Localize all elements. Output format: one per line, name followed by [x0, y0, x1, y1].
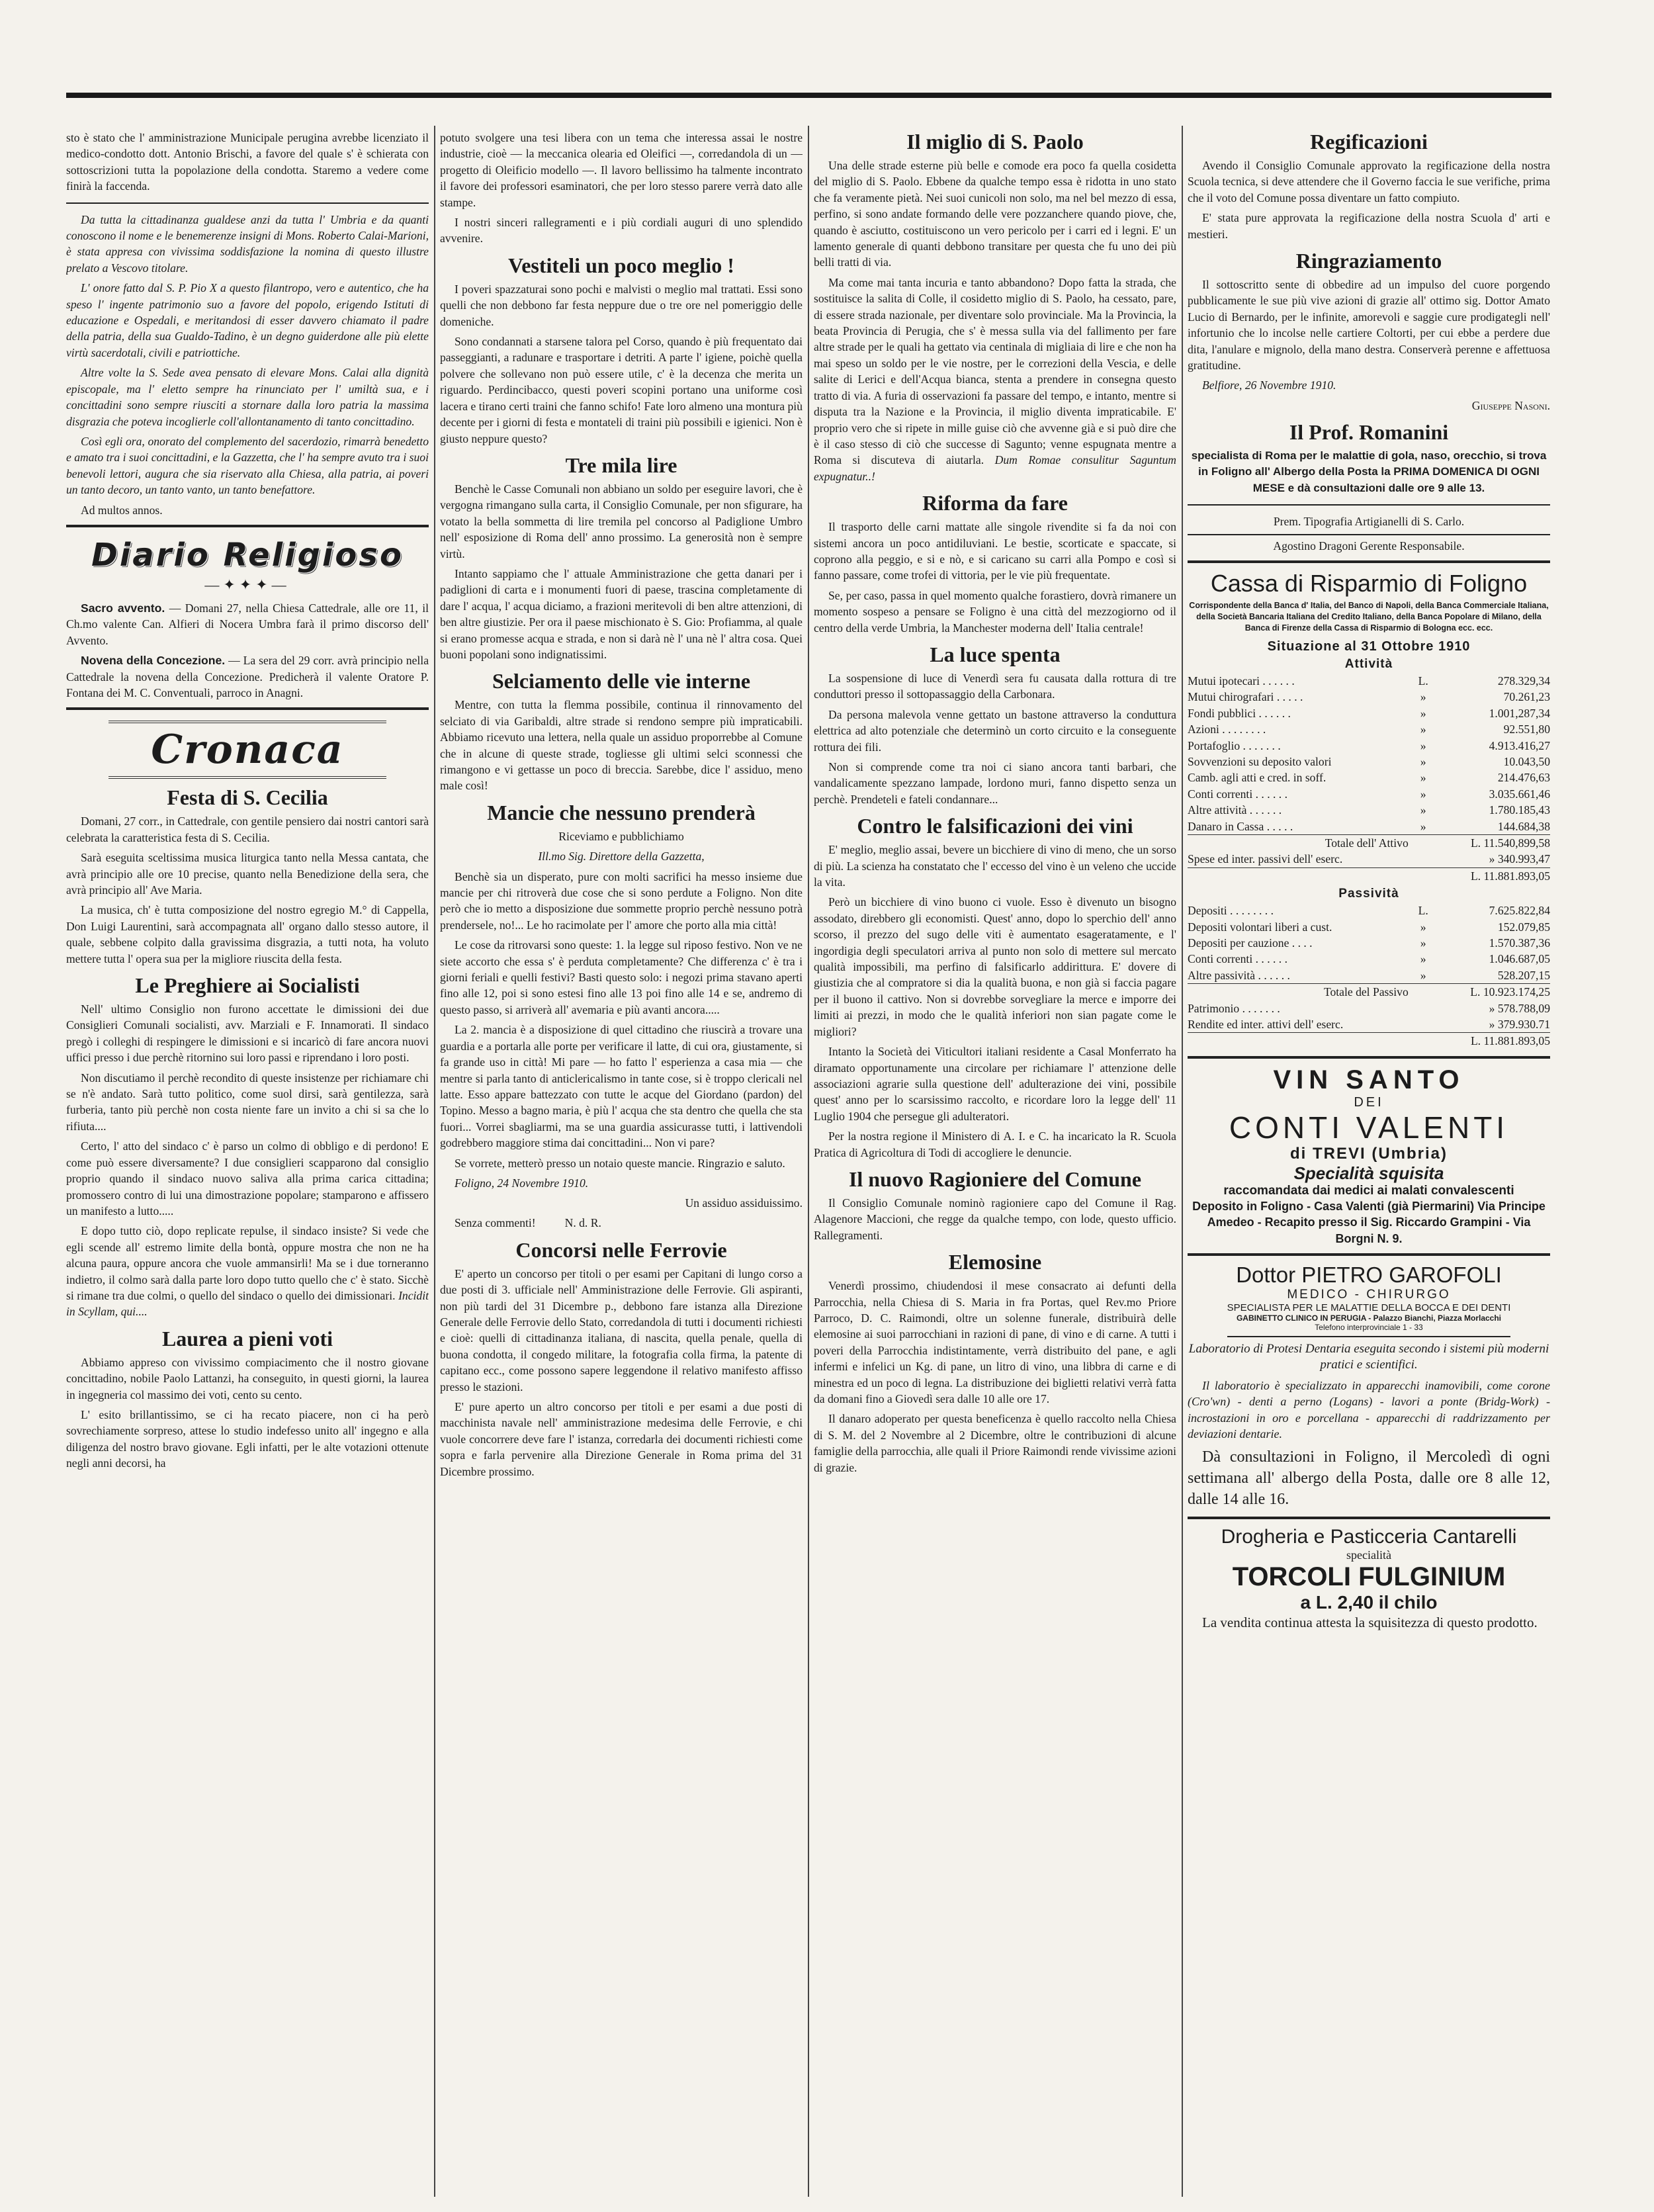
garofoli-title: Dottor PIETRO GAROFOLI	[1236, 1262, 1502, 1288]
article-paragraph: Sono condannati a starsene talora pel Corso, quando è più frequentato dai passeggianti, a radunare e trasportare i detriti. A parte l' igiene, poichè quella polvere che sollevano non può essere utile, c' è la decenza che merita un riguardo. Perdincibacco, questi poveri scopini portano una uniforme così lacera e tirano certi traini che fanno schifo! Fate loro almeno una montura più decente per i giorni di festa e montateli di traini più possibili e igienici. Non è giusto neppure questo?	[440, 335, 803, 445]
drogheria-price: a L. 2,40 il chilo	[1300, 1591, 1438, 1613]
drogheria-text: La vendita continua attesta la squisitezza di questo prodotto.	[1202, 1614, 1538, 1630]
divider	[1188, 560, 1550, 563]
garofoli-specialty: SPECIALISTA PER LE MALATTIE DELLA BOCCA E DEI DENTI	[1227, 1302, 1511, 1314]
article-paragraph: Sarà eseguita sceltissima musica liturgica tanto nella Messa cantata, che avrà principio alle ore 10 precise, quanto nella Benedizione della sera, che avrà principio all' Ave Maria.	[66, 851, 429, 897]
passivita-totals	[1188, 983, 1550, 1049]
row-label: Sovvenzioni su deposito valori	[1188, 754, 1332, 768]
totale-passivo-label: Totale del Passivo	[1188, 984, 1413, 1000]
section-title-concorsi: Concorsi nelle Ferrovie	[515, 1237, 727, 1262]
article-paragraph: Da persona malevola venne gettato un bastone attraverso la conduttura elettrica ad alto potenziale che determinò un corto circuito e la conseguente rottura dei fili.	[814, 707, 1176, 754]
row-label: Conti correnti . . . . . .	[1188, 787, 1287, 801]
column-divider	[1182, 126, 1183, 2197]
row-label: Danaro in Cassa . . . . .	[1188, 819, 1293, 833]
row-currency: »	[1420, 968, 1426, 982]
article-paragraph: Benchè sia un disperato, pure con molti sacrifici ha messo insieme due mancie per chi ritroverà due cose che si sono perdute a Foligno. Non dite però che io metto a disposizione due sommette proprio perchè nessuno potrà prendersele, no!... Le ho racimolate per l' amore che porto alla mia città!	[440, 869, 803, 932]
row-value: 278.329,34	[1497, 674, 1550, 687]
row-currency: »	[1420, 920, 1426, 934]
table-row	[1188, 818, 1550, 834]
garofoli-laboratorio-details: Il laboratorio è specializzato in apparecchi inamovibili, come corone (Cro'wn) - denti a perno (Logans) - lavori a ponte (Bridg-Work) - incrostazioni in oro e porcellana - apparecchi di raddrizzamento per deviazioni dentarie.	[1188, 1378, 1550, 1441]
article-paragraph: Benchè le Casse Comunali non abbiano un soldo per eseguire lavori, che è vergogna rimangano sulla carta, il Consiglio Comunale, per non sfigurare, ha votato la bella sommetta di lire tremila pel concorso al Padiglione Umbro nell' esposizione di Roma dell' anno prossimo. La generosità non è sempre virtù.	[440, 482, 803, 560]
section-title-regificazioni: Regificazioni	[1310, 130, 1428, 154]
sacro-avvento-text: — Domani 27, nella Chiesa Cattedrale, alle ore 11, il Ch.mo valente Can. Alfieri di Nocera Umbra farà il primo discorso dell' Avvento.	[66, 601, 429, 647]
row-value: 70.261,23	[1503, 690, 1550, 704]
table-row	[1188, 935, 1550, 951]
attivita-heading: Attività	[1344, 656, 1393, 671]
rendite-label: Rendite ed inter. attivi dell' eserc.	[1188, 1018, 1344, 1032]
sacro-avvento-lead: Sacro avvento.	[81, 601, 165, 615]
section-title-ragioniere: Il nuovo Ragioniere del Comune	[848, 1167, 1142, 1191]
section-title-tremila: Tre mila lire	[565, 453, 677, 477]
row-currency: »	[1420, 787, 1426, 801]
drogheria-torcoli: TORCOLI FULGINIUM	[1232, 1562, 1506, 1591]
ringraziamento-date: Belfiore, 26 Novembre 1910.	[1202, 378, 1336, 392]
article-paragraph: Mentre, con tutta la flemma possibile, continua il rinnovamento del selciato di via Garibaldi, altre strade si rendono sempre più impraticabili. Abbiamo ricevuto una lettera, nella quale un assiduo proporrebbe al Comune che in alcune di queste strade, togliesse gli ultimi selci sconnessi che rimangono e vi gettasse un poco di breccia. Sarebbe, dice l' assiduo, meno male così!	[440, 698, 803, 793]
article-paragraph: Non si comprende come tra noi ci siano ancora tanti barbari, che vandalicamente spezzano lampade, lordono muri, fanno dispetto senza un perchè. Prendeteli e fateli condannare...	[814, 760, 1176, 806]
article-paragraph: Nell' ultimo Consiglio non furono accettate le dimissioni dei due Consiglieri Comunali socialisti, avv. Marziali e F. Innamorati. Il sindaco pregò i colleghi di respingere le dimissioni e si incaricò di fare ancora nuovi uffici presso i due perchè ritornino sui loro passi e riprendano i loro posti.	[66, 1002, 429, 1065]
table-row	[1188, 967, 1550, 983]
article-paragraph: La 2. mancia è a disposizione di quel cittadino che riuscirà a trovare una guardia e a portarla alle porte per verificare il latte, di cui ora, giustamente, si fa grande uso in città! Mi pare — ho fatto l' esperienza a casa mia — che mentre si parla tanto di anticlericalismo in tante cose, si è troppo clericali nel latte. Esso appare battezzato con tutte le acque del Giordano (pardon) del Topino. Messo a bagno maria, è più l' acqua che sta dentro che quella che sta fuori... Vorrei sbagliarmi, ma se una guardia assicurasse tutti, i lattivendoli godrebbero maggiore stima dai concittadini... Non vi pare?	[440, 1023, 803, 1150]
divider	[1188, 1253, 1550, 1256]
cronaca-banner: Cronaca	[109, 721, 386, 779]
column-4	[1188, 130, 1550, 2194]
table-row	[1188, 754, 1550, 770]
garofoli-consultazioni: Dà consultazioni in Foligno, il Mercoledì di ogni settimana all' albergo della Posta, dalle ore 8 alle 12, dalle 14 alle 16.	[1188, 1448, 1550, 1508]
divider	[1227, 1336, 1510, 1337]
section-title-luce: La luce spenta	[930, 642, 1061, 666]
row-currency: »	[1420, 936, 1426, 950]
column-divider	[434, 126, 435, 2197]
row-value: 152.079,85	[1497, 920, 1550, 934]
divider	[1188, 504, 1550, 506]
section-title-preghiere: Le Preghiere ai Socialisti	[135, 973, 360, 998]
section-title-vestiteli: Vestiteli un poco meglio !	[508, 253, 734, 277]
column-1	[66, 130, 429, 2194]
article-paragraph: E' pure aperto un altro concorso per titoli e per esami a due posti di macchinista navale nell' amministrazione medesima delle Ferrovie, e chi vuole concorrere deve fare l' istanza, corredarla dei documenti richiesti come sopra e farla pervenire alla Direzione Generale in Roma prima del 31 Dicembre prossimo.	[440, 1400, 803, 1478]
divider	[1188, 534, 1550, 535]
garofoli-gabinetto: GABINETTO CLINICO IN PERUGIA - Palazzo Bianchi, Piazza Morlacchi	[1236, 1313, 1502, 1323]
row-value: 1.046.687,05	[1489, 952, 1550, 966]
letter-date: Foligno, 24 Novembre 1910.	[455, 1176, 589, 1190]
article-paragraph: Le cose da ritrovarsi sono queste: 1. la legge sul riposo festivo. Non ve ne siete accorto che essa s' è perduta completamente? Che differenza c' è tra i giorni feriali e quelli festivi? Basti questo solo: i negozi prima stavano aperti fino alle 12, poi si sono estesi fino alle 13 poi fino alle 14 e se, andremo di questo passo, si arriverà all' avemaria e più avanti ancora.....	[440, 938, 803, 1016]
row-value: 144.684,38	[1497, 819, 1550, 833]
article-paragraph: E' meglio, meglio assai, bevere un bicchiere di vino di meno, che un sorso di più. La scienza ha constatato che l' eccesso del vino è un veleno che uccide la vita.	[814, 843, 1176, 889]
row-label: Mutui chirografari . . . . .	[1188, 690, 1303, 704]
printer-credit: Prem. Tipografia Artigianelli di S. Carlo.	[1273, 515, 1465, 529]
row-label: Fondi pubblici . . . . . .	[1188, 706, 1291, 720]
totale-passivo-value: L. 10.923.174,25	[1413, 984, 1550, 1000]
vin-raccomandata: raccomandata dai medici ai malati convalescenti	[1223, 1183, 1514, 1198]
row-currency: »	[1420, 771, 1426, 785]
garofoli-laboratorio: Laboratorio di Protesi Dentaria eseguita secondo i sistemi più moderni pratici e scientifici.	[1188, 1342, 1549, 1372]
section-title-romanini: Il Prof. Romanini	[1289, 420, 1449, 444]
row-currency: »	[1420, 738, 1426, 752]
article-paragraph: Il trasporto delle carni mattate alle singole rivendite si fa da noi con sistemi ancora un poco antidiluviani. Le bestie, scorticate e spaccate, si coprono alla peggio, e si e nò, e si caricano su carri alla Pompo e così si fanno passare, come trofei di vittoria, per le vie più frequentate.	[814, 520, 1176, 582]
article-paragraph: Certo, l' atto del sindaco c' è parso un colmo di obbligo e di perdono! E come può essere diversamente? I due consiglieri scapparono dal consiglio proprio quando il sindaco nuovo saliva alla prima carica cittadina; promossero contro di lui una dimostrazione popolare; stamparono e affissero un manifesto a lutto.....	[66, 1139, 429, 1217]
rendite-value: » 379.930.71	[1489, 1018, 1550, 1032]
row-value: 92.551,80	[1503, 723, 1550, 736]
article-paragraph: Se vorrete, metterò presso un notaio queste mancie. Ringrazio e saluto.	[455, 1156, 785, 1170]
gerente-credit: Agostino Dragoni Gerente Responsabile.	[1273, 539, 1465, 553]
article-continuation: potuto svolgere una tesi libera con un tema che interessa assai le nostre industrie, cioè — la meccanica olearia ed Oleifici —, corredandola di un — progetto di Oleificio modello —. Il lavoro bellissimo ha talmente incontrato il favore dei professori esaminatori, che per loro stesso parere verrà dato alle stampe.	[440, 131, 803, 209]
vin-conti-valenti: CONTI VALENTI	[1229, 1110, 1509, 1145]
passivita-table	[1188, 903, 1550, 983]
row-currency: »	[1420, 952, 1426, 966]
diario-religioso-banner: Diario Religioso	[91, 536, 404, 574]
article-text: Ma come mai tanta incuria e tanto abbandono? Dopo fatta la strada, che sostituisce la salita di Colle, il cosidetto miglio di S. Paolo, ha cessato, pare, di essere strada nazionale, per diventare solo provinciale. Ma la Provincia, la beata Provincia di Perugia, che s' è messa sulla via del fallimento per fare altre strade per le quali ha gettato via centinala di migliaia di lire e che non ha mai speso un soldo per le vie nostre, per le correzioni della Vescia, e delle salite di Lerici e dell'Acqua bianca, stenta a prendere in consegna questo tratto di via. A furia di osservazioni fa passare del tempo, e intanto, mentre si disputa tra la Nazione e la Provincia, il miglio diventa impraticabile. E' proprio vero che si ripete in mille guise ciò che avvenne già e si può dire che è il caso stesso di ciò che successe di Sagunto; venne espugnata mentre a Roma si discuteva di aiutarla.	[814, 275, 1176, 467]
row-value: 4.913.416,27	[1489, 738, 1550, 752]
patrimonio-value: » 578.788,09	[1489, 1001, 1550, 1015]
divider	[66, 525, 429, 527]
vin-deposito: Deposito in Foligno - Casa Valenti (già Piermarini) Via Principe Amedeo - Recapito presso il Sig. Riccardo Grampini - Via Borgni N. 9.	[1192, 1199, 1545, 1245]
row-value: 3.035.661,46	[1489, 787, 1550, 801]
row-currency: L.	[1418, 904, 1428, 918]
section-title-falsificazioni: Contro le falsificazioni dei vini	[857, 814, 1133, 838]
article-paragraph: Intanto la Società dei Viticultori italiani residente a Casal Monferrato ha diramato opportunamente una circolare per richiamare l' attenzione delle associazioni agrarie sulla questione dell' adulterazione dei vini, possibile quest' anno per lo scarsissimo raccolto, e ricordare loro la legge dell' 11 Luglio 1904 che persegue gli adulteratori.	[814, 1045, 1176, 1123]
article-paragraph: Intanto sappiamo che l' attuale Amministrazione che getta danari per i padiglioni di carta e i monumenti fuori di paese, trascina completamente di dare l' acqua, l' acqua diciamo, a frazioni meritevoli di ben altre attenzioni, di ben altre giustizie. Per ora il paese mischionato è S. Gio: Profiamma, al quale si erano promesse acqua e strada, e non si darà nè l' una nè l' altra cosa. Quei buoni popolani sono indignatissimi.	[440, 566, 803, 661]
vin-specialita: Specialità squisita	[1293, 1163, 1444, 1183]
article-paragraph: Venerdì prossimo, chiudendosi il mese consacrato ai defunti della Parrocchia, nella Chiesa di S. Maria in fra Portas, quel Rev.mo Priore Parroco, D. C. Raimondi, oltre un solenne funerale, distribuirà delle elemosine ai suoi parrocchiani in razioni di pane, di vino e di carne. A tutti i poveri della Parrocchia indistintamente, verrà distribuito del pane, e agli infermi e infelici un Kg. di pane, un litro di vino, una libbra di carne e di minestra ed un poco di legna. La distribuzione dei biglietti relativi verrà fatta da domani fino a Giovedì sera dalle 10 alle ore 17.	[814, 1279, 1176, 1405]
letter-paragraph: Da tutta la cittadinanza gualdese anzi da tutta l' Umbria e da quanti conoscono il nome e le benemerenze insigni di Mons. Roberto Calai-Marioni, è stata appresa con vivissima soddisfazione la nomina di questo illustre prelato a Vescovo titolare.	[66, 212, 429, 275]
row-label: Depositi . . . . . . . .	[1188, 904, 1274, 918]
divider	[66, 202, 429, 204]
article-paragraph: Se, per caso, passa in quel momento qualche forastiero, dovrà rimanere un momento sospeso a pensare se Foligno è una città del mezzogiorno od il centro della verde Umbria, la Manchester moderna dell' Italia centrale!	[814, 588, 1176, 635]
table-row	[1188, 903, 1550, 918]
attivita-totals	[1188, 834, 1550, 884]
divider	[1188, 1517, 1550, 1519]
row-currency: »	[1420, 819, 1426, 833]
editor-note: Senza commenti! N. d. R.	[455, 1216, 601, 1230]
article-paragraph: Avendo il Consiglio Comunale approvato la regificazione della nostra Scuola tecnica, si deve attendere che il Governo faccia le sue verifiche, prima che il voto del Comune possa diventare un fatto compiuto.	[1188, 159, 1550, 204]
novena-lead: Novena della Concezione.	[81, 654, 226, 668]
article-paragraph: I nostri sinceri rallegramenti e i più cordiali auguri di uno splendido avvenire.	[440, 216, 803, 245]
section-title-selciamento: Selciamento delle vie interne	[492, 669, 751, 693]
row-label: Altre passività . . . . . .	[1188, 968, 1290, 982]
article-paragraph: La sospensione di luce di Venerdì sera fu causata dalla rottura di tre conduttori presso il sottopassaggio della Carbonara.	[814, 671, 1176, 701]
column-divider	[808, 126, 809, 2197]
row-value: 10.043,50	[1503, 754, 1550, 768]
section-title-riforma: Riforma da fare	[922, 491, 1068, 515]
article-paragraph: L' esito brillantissimo, se ci ha recato piacere, non ci ha però sovrechiamente sorpreso, attese lo studio indefesso unito all' ingegno e alla diligenza del nostro bravo giovane. Egli infatti, per le alte votazioni ottenute negli anni decorsi, ha	[66, 1407, 429, 1470]
letter-paragraph: Altre volte la S. Sede avea pensato di elevare Mons. Calai alla dignità episcopale, ma l' eletto sempre ha rinunciato per l' umiltà sua, e i concittadini sono sempre riusciti a stornare dalla loro patria la massima disgrazia che poteva incoglierle coll'allontanamento di tanto concittadino.	[66, 366, 429, 428]
row-label: Camb. agli atti e cred. in soff.	[1188, 771, 1327, 785]
row-currency: »	[1420, 706, 1426, 720]
row-label: Conti correnti . . . . . .	[1188, 952, 1287, 966]
article-paragraph: Il danaro adoperato per questa beneficenza è quello raccolto nella Chiesa di S. M. del 2 Novembre al 2 Dicembre, oltre le contribuzioni di alcune famiglie della parrocchia, alle quali il Priore Raimondi rende vivissime azioni di grazie.	[814, 1412, 1176, 1474]
garofoli-telefono: Telefono interprovinciale 1 - 33	[1315, 1323, 1423, 1333]
section-title-miglio: Il miglio di S. Paolo	[906, 130, 1084, 154]
section-title-ringraziamento: Ringraziamento	[1295, 249, 1442, 273]
totale-attivo-value: L. 11.540,899,58	[1413, 834, 1550, 851]
article-paragraph	[66, 1223, 429, 1319]
vin-trevi: di TREVI (Umbria)	[1289, 1144, 1448, 1163]
ornament-icon: —✦✦✦—	[204, 576, 290, 593]
table-row	[1188, 919, 1550, 935]
top-rule	[66, 93, 1551, 98]
letter-salutation: Ill.mo Sig. Direttore della Gazzetta,	[538, 850, 705, 863]
total-value: L. 11.881.893,05	[1413, 867, 1550, 884]
article-paragraph: Abbiamo appreso con vivissimo compiacimento che il nostro giovane concittadino, nobile Paolo Lattanzi, ha conseguito, in questi giorni, la laurea in ingegneria col massimo dei voti, cento su cento.	[66, 1355, 429, 1401]
article-paragraph: Non discutiamo il perchè recondito di queste insistenze per richiamare chi se n'è andato. Sarà tutto politico, come suol dirsi, sarà gentilezza, sarà furberia, tanto più perchè non costa niente fare un invito a chi si sa che lo rifiuta....	[66, 1071, 429, 1133]
article-text: E dopo tutto ciò, dopo replicate repulse, il sindaco insiste? Si vede che egli scende all' estremo limite della bontà, oppure mostra che non ne ha alcuna paura, oppure ancora che vuole ammansirli! Ma se i due torneranno indietro, il colmo sarà dalla parte loro dopo tutto quello che c' è stato. Sicchè si rimane tra due colmi, o quello del sindaco o quello dei dimissionari.	[66, 1224, 429, 1302]
cassa-title: Cassa di Risparmio di Foligno	[1210, 569, 1528, 597]
row-value: 1.780.185,43	[1489, 803, 1550, 817]
romanini-notice: specialista di Roma per le malattie di gola, naso, orecchio, si trova in Foligno all' Albergo della Posta la PRIMA DOMENICA DI OGNI MESE e dà consultazioni dalle ore 9 alle 13.	[1191, 449, 1547, 494]
row-label: Portafoglio . . . . . . .	[1188, 738, 1281, 752]
article-paragraph	[814, 275, 1176, 484]
table-row	[1188, 770, 1550, 785]
table-row	[1188, 705, 1550, 721]
table-row	[1188, 721, 1550, 737]
row-currency: L.	[1418, 674, 1428, 687]
letter-signature: Un assiduo assiduissimo.	[685, 1196, 803, 1210]
cassa-subtitle: Corrispondente della Banca d' Italia, del Banco di Napoli, della Banca Commerciale Italiana, della Società Bancaria Italiana del Credito Italiano, della Banca Popolare di Milano, della Banca di Firenze della Cassa di Risparmio di Bologna ecc. ecc.	[1189, 600, 1549, 633]
total-value: L. 11.881.893,05	[1413, 1033, 1550, 1049]
section-title-laurea: Laurea a pieni voti	[161, 1326, 333, 1350]
letter-closing: Ad multos annos.	[81, 503, 163, 517]
ringraziamento-signature: Giuseppe Nasoni.	[1471, 398, 1550, 412]
vin-santo-title: VIN SANTO	[1273, 1065, 1465, 1094]
row-value: 1.001,287,34	[1489, 706, 1550, 720]
row-label: Altre attività . . . . . .	[1188, 803, 1282, 817]
drogheria-specialita: specialità	[1346, 1548, 1391, 1562]
spese-label: Spese ed inter. passivi dell' eserc.	[1188, 852, 1343, 866]
divider	[1188, 1056, 1550, 1059]
article-paragraph: E' aperto un concorso per titoli o per esami per Capitani di lungo corso a due posti di 3. ufficiale nell' Amministrazione delle Ferrovie. Gli aspiranti, non più tardi del 31 Dicembre p., debbono fare istanza alla Direzione Generale delle Ferrovie dello Stato, corredandola di tutti i documenti richiesti e cioè: quelli di cittadinanza italiana, di nascita, quella penale, quella di buona condotta, il congedo militare, la fotografia colla firma, la patente di capitano ecc., come possono sapere leggendone il relativo manifesto affisso presso le stazioni.	[440, 1266, 803, 1394]
article-paragraph: Il sottoscritto sente di obbedire ad un impulso del cuore porgendo pubblicamente le sue più vive azioni di grazie all' ottimo sig. Dottor Amato Lucio di Bernardo, per le infinite, amorevoli e saggie cure prodigategli nell' infortunio che lo incolse nelle cartiere Coltorti, per cui ebbe a perdere due dita, l'anulare e mignolo, della mano destra. Conserverà perenne e affettuosa gratitudine.	[1188, 278, 1550, 373]
letter-paragraph: L' onore fatto dal S. P. Pio X a questo filantropo, vero e autentico, che ha speso l' ingente patrimonio suo a favore del popolo, erigendo Istituti di educazione e Ospedali, e meritandosi di esser davvero chiamato il padre della patria, della sua Gualdo-Tadino, è un degno guiderdone alle più elette virtù sacerdotali, civili e patriottiche.	[66, 281, 429, 359]
attivita-table	[1188, 673, 1550, 834]
spese-value: » 340.993,47	[1489, 852, 1550, 866]
passivita-heading: Passività	[1338, 887, 1399, 901]
row-currency: »	[1420, 803, 1426, 817]
section-title-elemosine: Elemosine	[948, 1250, 1042, 1274]
article-paragraph: I poveri spazzaturai sono pochi e malvisti o meglio mal trattati. Essi sono quelli che non debbono far festa neppure due o tre ore nel pomeriggio delle domeniche.	[440, 282, 803, 328]
divider	[66, 707, 429, 710]
table-row	[1188, 951, 1550, 967]
article-paragraph: Per la nostra regione il Ministero di A. I. e C. ha incaricato la R. Scuola Pratica di Agricoltura di Todi di accogliere le denuncie.	[814, 1129, 1176, 1159]
row-currency: »	[1420, 723, 1426, 736]
article-paragraph: Domani, 27 corr., in Cattedrale, con gentile pensiero dai nostri cantori sarà celebrata la caratteristica festa di S. Cecilia.	[66, 815, 429, 844]
latin-quote: Dum Romae consulitur Saguntum expugnatur..!	[814, 453, 1176, 483]
drogheria-title: Drogheria e Pasticceria Cantarelli	[1221, 1525, 1517, 1548]
latin-quote: Incidit in Scyllam, qui....	[66, 1288, 429, 1319]
article-paragraph: La musica, ch' è tutta composizione del nostro egregio M.° di Cappella, Don Luigi Laurentini, sarà accompagnata all' organo dallo stesso autore, il quale, sebbene colpito dalla gravissima disgrazia, a tutti nota, ha voluto mettere tutta l' opera sua per la migliore riuscita della festa.	[66, 903, 429, 965]
row-label: Mutui ipotecari . . . . . .	[1188, 674, 1295, 687]
column-3	[814, 130, 1176, 2194]
garofoli-subtitle: MEDICO - CHIRURGO	[1287, 1288, 1451, 1302]
cassa-situazione: Situazione al 31 Ottobre 1910	[1267, 639, 1471, 654]
article-paragraph: Però un bicchiere di vino buono ci vuole. Esso è divenuto un bisogno assodato, direbbero gli economisti. Quest' anno, dopo lo sperchio dell' anno scorso, il prezzo del sugo delle viti è aumentato esageratamente, e l' ingordigia degli speculatori arriva al punto non solo di mettere sul mercato qualità impossibili, ma perfino di falsificarlo addirittura. E' dovere di giustizia che al compratore si dia la qualità buona, e non già si faccia pagare per il buono il cattivo. Non si dovrebbe sorvegliare la merce e imporre dei limiti ai prezzi, in modo che le qualità inferiori non sian pagate come le migliori?	[814, 895, 1176, 1038]
row-value: 7.625.822,84	[1489, 904, 1550, 918]
article-paragraph: Una delle strade esterne più belle e comode era poco fa quella cosidetta del miglio di S. Paolo. Ebbene da qualche tempo essa è ridotta in uno stato che fa veramente pietà. Nei suoi cunicoli non solo, ma nel bel mezzo di essa, perfino, si sono andate formando delle vere pozzanchere quando piove, che, quando è asciutto, costituiscono un vero pericolo per i carri ed i legni. E' un lamento generale di quanti debbono transitare per questa che fu uno dei più belli tratti di via.	[814, 159, 1176, 269]
letter-intro: Riceviamo e pubblichiamo	[558, 829, 684, 843]
letter-paragraph: Così egli ora, onorato del complemento del sacerdozio, rimarrà benedetto e amato tra i suoi concittadini, e la Gazzetta, che l' ha sempre avuto tra i suoi benevoli lettori, augura che sia riservato alla Chiesa, alla patria, ai poveri un tanto decoro, un tanto vanto, un tanto benefattore.	[66, 434, 429, 497]
table-row	[1188, 802, 1550, 818]
section-title-festa: Festa di S. Cecilia	[167, 785, 328, 810]
column-2	[440, 130, 803, 2194]
row-value: 528.207,15	[1497, 968, 1550, 982]
row-label: Azioni . . . . . . . .	[1188, 723, 1266, 736]
row-label: Depositi per cauzione . . . .	[1188, 936, 1313, 950]
section-title-mancie: Mancie che nessuno prenderà	[487, 800, 756, 824]
row-value: 214.476,63	[1497, 771, 1550, 785]
table-row	[1188, 673, 1550, 689]
row-value: 1.570.387,36	[1489, 936, 1550, 950]
article-continuation: sto è stato che l' amministrazione Municipale perugina avrebbe licenziato il medico-condotto dott. Antonio Brischi, a favore del quale s' è schierata con sottoscrizioni tutta la popolazione della condotta. Staremo a vedere come finirà la faccenda.	[66, 131, 429, 193]
table-row	[1188, 689, 1550, 705]
row-currency: »	[1420, 690, 1426, 704]
table-row	[1188, 786, 1550, 802]
table-row	[1188, 738, 1550, 754]
article-paragraph: Il Consiglio Comunale nominò ragioniere capo del Comune il Rag. Alagenore Maccioni, che regge da qualche tempo, con lode, questo ufficio. Rallegramenti.	[814, 1196, 1176, 1242]
row-currency: »	[1420, 754, 1426, 768]
patrimonio-label: Patrimonio . . . . . . .	[1188, 1001, 1280, 1015]
totale-attivo-label: Totale dell' Attivo	[1188, 834, 1413, 851]
row-label: Depositi volontari liberi a cust.	[1188, 920, 1332, 934]
vin-dei: DEI	[1354, 1094, 1384, 1110]
novena-text: — La sera del 29 corr. avrà principio nella Cattedrale la novena della Concezione. Predicherà il valente Oratore P. Fontana dei M. C. Conventuali, parroco in Anagni.	[66, 654, 429, 699]
article-paragraph: E' stata pure approvata la regificazione della nostra Scuola d' arti e mestieri.	[1188, 211, 1550, 241]
